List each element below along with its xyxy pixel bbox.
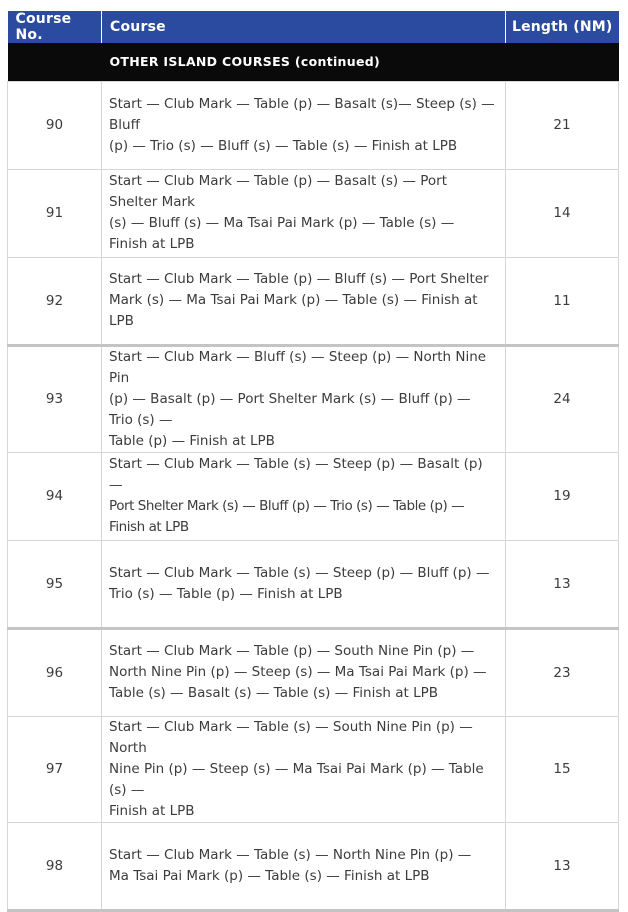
course-route-line: Ma Tsai Pai Mark (p) — Table (s) — Finish at LPB xyxy=(109,867,430,884)
course-route-line: Start — Club Mark — Bluff (s) — Steep (p) — North Nine Pin xyxy=(109,348,487,386)
course-route-line: Port Shelter Mark (s) — Bluff (p) — Trio (s) — Table (p) — Finish at LPB xyxy=(109,498,465,535)
course-route-line: North Nine Pin (p) — Steep (s) — Ma Tsai Pai Mark (p) — xyxy=(109,664,487,680)
course-number: 98 xyxy=(8,822,102,910)
course-route-line: Start — Club Mark — Table (p) — South Nine Pin (p) — xyxy=(109,643,475,659)
course-length: 15 xyxy=(506,716,619,822)
course-route-line: Start — Club Mark — Table (s) — North Nine Pin (p) — xyxy=(109,846,472,863)
course-route-line: Start — Club Mark — Table (p) — Basalt (s)— Steep (s) — Bluff xyxy=(109,95,495,133)
course-route-line: Start — Club Mark — Table (p) — Bluff (s) — Port Shelter xyxy=(109,271,489,287)
course-route-line: Start — Club Mark — Table (s) — Steep (p) — Basalt (p) — xyxy=(109,456,483,493)
length-header: Length (NM) xyxy=(506,11,619,43)
course-route-line: (p) — Trio (s) — Bluff (s) — Table (s) — Finish at LPB xyxy=(109,137,458,154)
course-route-line: Start — Club Mark — Table (p) — Basalt (s) — Port Shelter Mark xyxy=(109,173,448,210)
course-length: 11 xyxy=(506,257,619,345)
table-row xyxy=(8,716,619,822)
table-row xyxy=(8,81,619,169)
section-title: OTHER ISLAND COURSES (continued) xyxy=(102,43,619,81)
section-row xyxy=(8,43,619,81)
table-row xyxy=(8,822,619,910)
course-number: 95 xyxy=(8,540,102,628)
courses-table xyxy=(7,11,619,912)
course-route xyxy=(102,716,506,822)
table-row xyxy=(8,169,619,257)
table-row xyxy=(8,540,619,628)
course-route-line: Trio (s) — Table (p) — Finish at LPB xyxy=(109,585,343,602)
course-length: 21 xyxy=(506,81,619,169)
course-number: 91 xyxy=(8,169,102,257)
course-route xyxy=(102,345,506,452)
course-route xyxy=(102,81,506,169)
course-number: 93 xyxy=(8,345,102,452)
course-number: 90 xyxy=(8,81,102,169)
table-row xyxy=(8,345,619,452)
course-header: Course xyxy=(102,11,506,43)
course-length: 24 xyxy=(506,345,619,452)
course-number: 94 xyxy=(8,452,102,540)
course-number: 96 xyxy=(8,628,102,716)
course-route-line: Nine Pin (p) — Steep (s) — Ma Tsai Pai Mark (p) — Table (s) — xyxy=(109,760,484,798)
table-row xyxy=(8,257,619,345)
course-length: 13 xyxy=(506,822,619,910)
course-route xyxy=(102,169,506,257)
course-route-line: Finish at LPB xyxy=(109,802,195,819)
course-length: 14 xyxy=(506,169,619,257)
table-header-row xyxy=(8,11,619,43)
table-row xyxy=(8,452,619,540)
course-route xyxy=(102,540,506,628)
course-no-header: Course No. xyxy=(8,11,102,43)
table-row xyxy=(8,628,619,716)
course-route-line: (p) — Basalt (p) — Port Shelter Mark (s) — Bluff (p) — Trio (s) — xyxy=(109,390,471,428)
course-route xyxy=(102,452,506,540)
course-route-line: Start — Club Mark — Table (s) — Steep (p) — Bluff (p) — xyxy=(109,564,490,581)
course-number: 97 xyxy=(8,716,102,822)
course-route xyxy=(102,628,506,716)
course-route-line: Table (p) — Finish at LPB xyxy=(109,432,275,449)
course-route-line: Table (s) — Basalt (s) — Table (s) — Finish at LPB xyxy=(109,685,439,701)
course-length: 19 xyxy=(506,452,619,540)
course-route-line: (s) — Bluff (s) — Ma Tsai Pai Mark (p) — Table (s) — Finish at LPB xyxy=(109,215,455,252)
course-route-line: Mark (s) — Ma Tsai Pai Mark (p) — Table (s) — Finish at LPB xyxy=(109,292,478,329)
section-spacer xyxy=(8,43,102,81)
course-length: 13 xyxy=(506,540,619,628)
course-route xyxy=(102,822,506,910)
course-route-line: Start — Club Mark — Table (s) — South Nine Pin (p) — North xyxy=(109,718,473,756)
course-number: 92 xyxy=(8,257,102,345)
course-length: 23 xyxy=(506,628,619,716)
course-route xyxy=(102,257,506,345)
